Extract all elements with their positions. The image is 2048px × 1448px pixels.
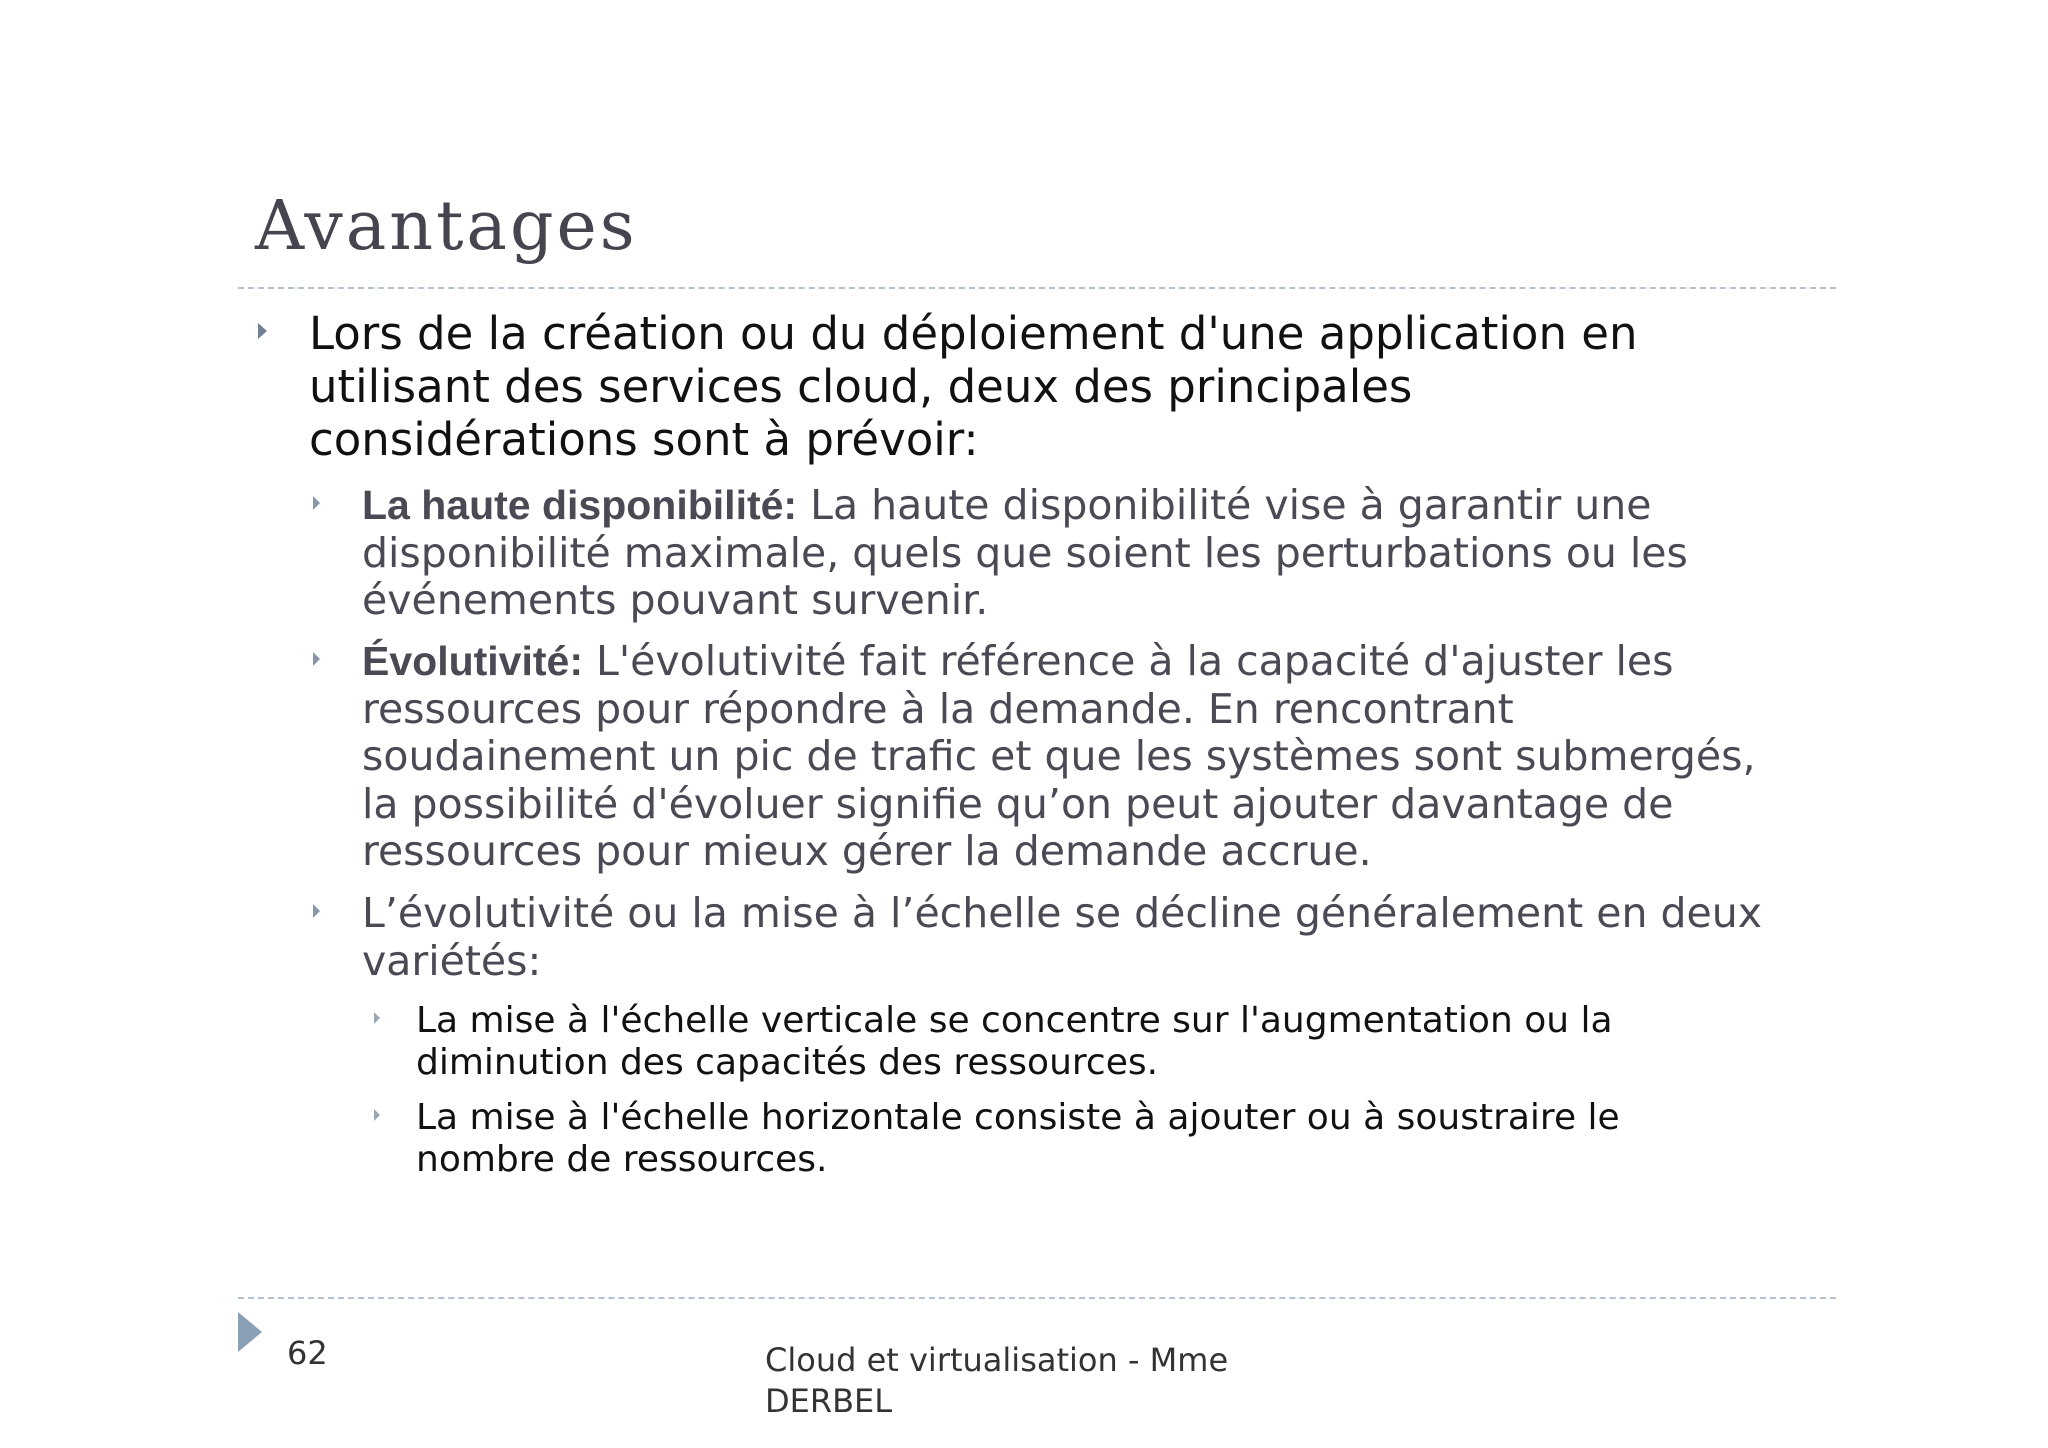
footer-triangle-icon: [238, 1312, 262, 1352]
bullet-item: [313, 890, 1813, 985]
bullet-triangle-icon: [313, 904, 320, 918]
bullet-text: La mise à l'échelle horizontale consiste à ajouter ou à soustraire le nombre de ressources.: [416, 1097, 1620, 1180]
bullet-item: [374, 1000, 1774, 1084]
footer-divider: [238, 1297, 1836, 1299]
title-divider: [238, 287, 1836, 289]
slide-title: Avantages: [255, 187, 638, 266]
bullet-term: La haute disponibilité:: [362, 482, 798, 528]
bullet-item: [374, 1097, 1774, 1181]
bullet-item: [313, 482, 1813, 625]
page-number: 62: [287, 1334, 328, 1372]
bullet-description: L'évolutivité fait référence à la capacité d'ajuster les ressources pour répondre à la demande. En rencontrant soudainement un pic de trafic et que les systèmes sont submergés, la possibilité d'évoluer signifie qu’on peut ajouter davantage de ressources pour mieux gérer la demande accrue.: [362, 637, 1756, 875]
bullet-description: La haute disponibilité vise à garantir une disponibilité maximale, quels que soient les perturbations ou les événements pouvant survenir.: [362, 481, 1688, 624]
bullet-term: Évolutivité:: [362, 638, 583, 684]
bullet-text: Lors de la création ou du déploiement d'une application en utilisant des services cloud, deux des principales considérations sont à prévoir:: [309, 307, 1638, 466]
bullet-triangle-icon: [313, 652, 320, 666]
bullet-item: [258, 307, 1778, 466]
bullet-triangle-icon: [374, 1109, 380, 1121]
bullet-item: [313, 638, 1813, 876]
bullet-triangle-icon: [258, 323, 267, 339]
bullet-text: [362, 638, 1802, 876]
bullet-text: La mise à l'échelle verticale se concentre sur l'augmentation ou la diminution des capacités des ressources.: [416, 1000, 1613, 1083]
bullet-triangle-icon: [313, 496, 320, 510]
bullet-text: [362, 482, 1802, 625]
bullet-triangle-icon: [374, 1012, 380, 1024]
bullet-text: L’évolutivité ou la mise à l’échelle se décline généralement en deux variétés:: [362, 889, 1762, 985]
footer-text: Cloud et virtualisation - Mme DERBEL: [765, 1341, 1229, 1420]
